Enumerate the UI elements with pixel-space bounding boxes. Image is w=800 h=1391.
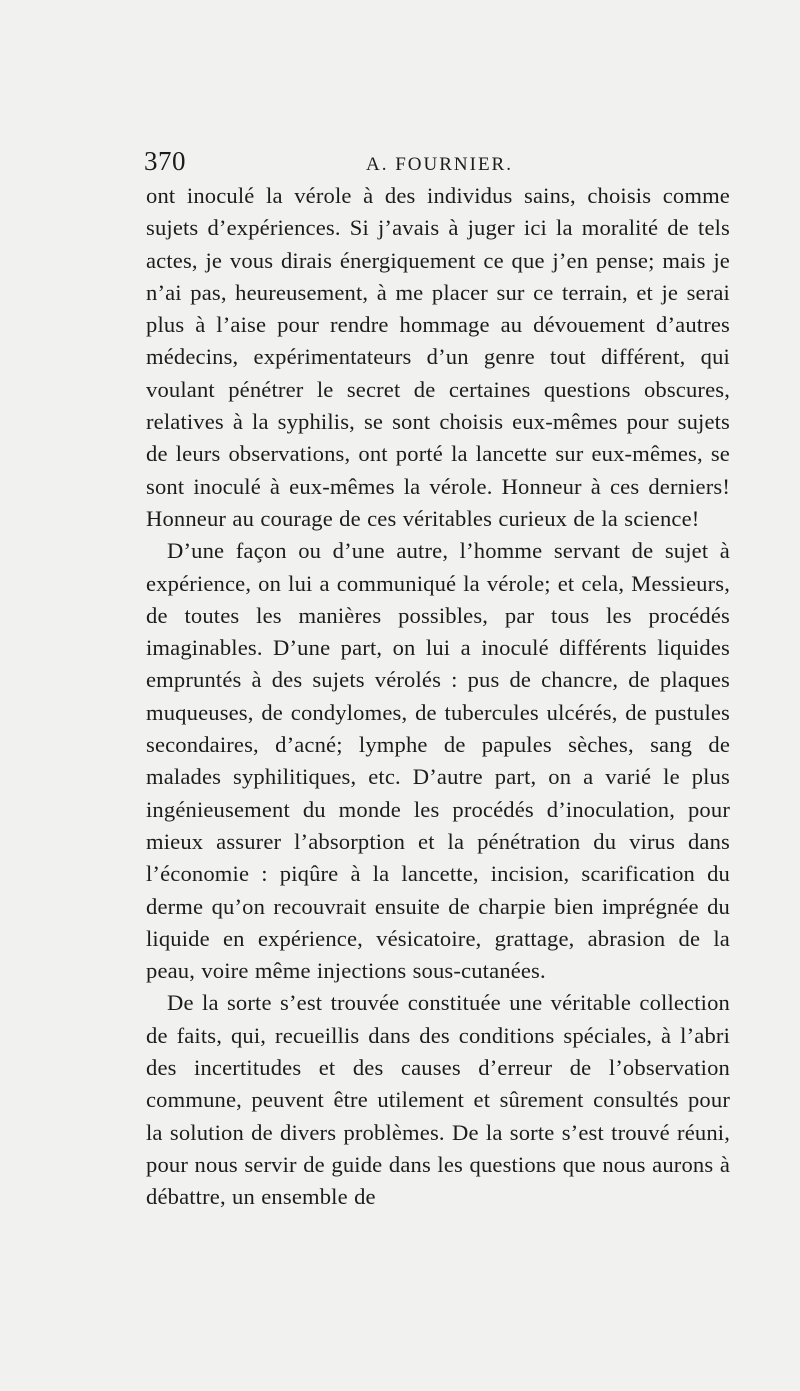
paragraph: De la sorte s’est trouvée constituée une véritable collection de faits, qui, recueillis dans des conditions spéciales, à l’abri des incertitudes et des causes d’erreur de l’observation commune, peuvent être utilement et sûrement consultés pour la solution de divers problèmes. De la sorte s’est trouvé réuni, pour nous servir de guide dans les questions que nous aurons à débattre, un ensemble de xyxy=(146,990,730,1210)
page-header xyxy=(144,146,734,180)
page-number: 370 xyxy=(144,146,186,176)
running-head: A. FOURNIER. xyxy=(366,154,513,175)
paragraph-continued: ont inoculé la vérole à des individus sains, choisis comme sujets d’expériences. Si j’avais à juger ici la moralité de tels actes, je vous dirais énergiquement ce que j’en pense; mais je n’ai pas, heureusement, à me placer sur ce terrain, et je serai plus à l’aise pour rendre hommage au dévouement d’autres médecins, expérimentateurs d’un genre tout différent, qui voulant pénétrer le secret de certaines questions obscures, relatives à la syphilis, se sont choisis eux-mêmes pour sujets de leurs observations, ont porté la lancette sur eux-mêmes, se sont inoculé à eux-mêmes la vérole. Honneur à ces derniers! Honneur au courage de ces véritables curieux de la science! xyxy=(146,183,730,531)
paragraph: D’une façon ou d’une autre, l’homme servant de sujet à expérience, on lui a communiqué la vérole; et cela, Messieurs, de toutes les manières possibles, par tous les procédés imaginables. D’une part, on lui a inoculé différents liquides empruntés à des sujets vérolés : pus de chancre, de plaques muqueuses, de condylomes, de tubercules ulcérés, de pustules secondaires, d’acné; lymphe de papules sèches, sang de malades syphilitiques, etc. D’autre part, on a varié le plus ingénieusement du monde les procédés d’inoculation, pour mieux assurer l’absorption et la pénétration du virus dans l’économie : piqûre à la lancette, incision, scarification du derme qu’on recouvrait ensuite de charpie bien imprégnée du liquide en expérience, vésicatoire, grattage, abrasion de la peau, voire même injections sous-cutanées. xyxy=(146,538,730,984)
body-text xyxy=(146,180,730,1214)
